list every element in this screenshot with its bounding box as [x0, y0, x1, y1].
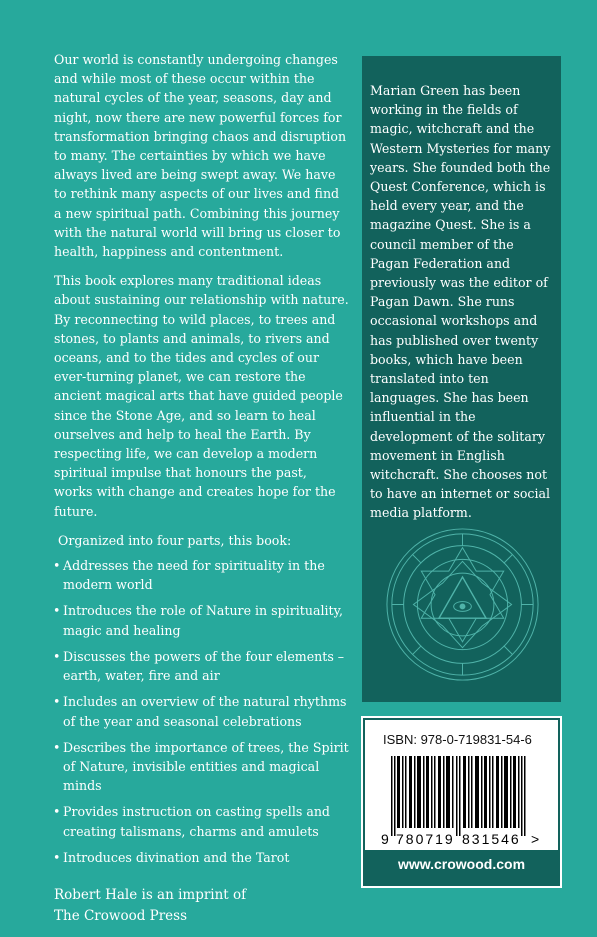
list-item: • Discusses the powers of the four elements – earth, water, fire and air	[54, 647, 349, 685]
barcode-group-1: 780719	[396, 831, 455, 846]
publisher-website[interactable]: www.crowood.com	[397, 856, 526, 872]
contents-list	[54, 556, 349, 867]
barcode-graphic	[381, 756, 549, 846]
barcode-quiet-mark: >	[531, 831, 540, 846]
barcode-group-2: 831546	[462, 831, 521, 846]
list-item: • Provides instruction on casting spells and creating talismans, charms and amulets	[54, 802, 349, 840]
list-item: • Introduces the role of Nature in spirituality, magic and healing	[54, 601, 349, 639]
barcode-bars	[391, 756, 526, 836]
author-bio-text: has been working in the fields of magic, witchcraft and the Western Mysteries for many years. She founded both the Quest Conference, which is held every year, and the magazine Quest. She is a council member of the Pagan Federation and previously was the editor of Pagan Dawn. She runs occasional workshops and has published over twenty books, which have been translated into ten languages. She has been influential in the development of the solitary movement in English witchcraft. She chooses not to have an internet or social media platform.	[370, 83, 551, 521]
barcode-lead-digit: 9	[381, 831, 389, 846]
blurb-paragraph-2: This book explores many traditional ideas about sustaining our relationship with nature. By reconnecting to wild places, to trees and stones, to plants and animals, to rivers and oceans, and to the tides and cycles of our ever-turning planet, we can restore the ancient magical arts that have guided people since the Stone Age, and so learn to heal ourselves and help to heal the Earth. By respecting life, we can develop a modern spiritual impulse that honours the past, works with change and creates hope for the future.	[54, 273, 349, 519]
isbn-label: ISBN: 978-0-719831-54-6	[383, 732, 532, 747]
list-item: • Describes the importance of trees, the Spirit of Nature, invisible entities and magical minds	[54, 738, 349, 796]
list-item: • Addresses the need for spirituality in the modern world	[54, 556, 349, 594]
eye-of-providence-mandala-icon	[384, 526, 541, 683]
author-name: Marian Green	[370, 83, 460, 98]
list-item: • Includes an overview of the natural rhythms of the year and seasonal celebrations	[54, 692, 349, 730]
imprint-line-2: The Crowood Press	[54, 907, 188, 924]
author-panel	[362, 56, 561, 702]
blurb-paragraph-1: Our world is constantly undergoing changes and while most of these occur within the natural cycles of the year, seasons, day and night, now there are new powerful forces for transformation bringing chaos and disruption to many. The certainties by which we have always lived are being swept away. We have to rethink many aspects of our lives and find a new spiritual path. Combining this journey with the natural world will bring us closer to health, happiness and contentment.	[54, 52, 347, 260]
imprint-line-1: Robert Hale is an imprint of	[54, 886, 247, 903]
contents-intro: Organized into four parts, this book:	[58, 532, 292, 548]
list-item: • Introduces divination and the Tarot	[54, 848, 349, 867]
barcode-panel	[365, 720, 558, 850]
author-bio	[370, 81, 551, 523]
barcode-box	[361, 716, 562, 888]
publisher-imprint	[54, 885, 349, 927]
back-cover-blurb	[54, 50, 349, 937]
